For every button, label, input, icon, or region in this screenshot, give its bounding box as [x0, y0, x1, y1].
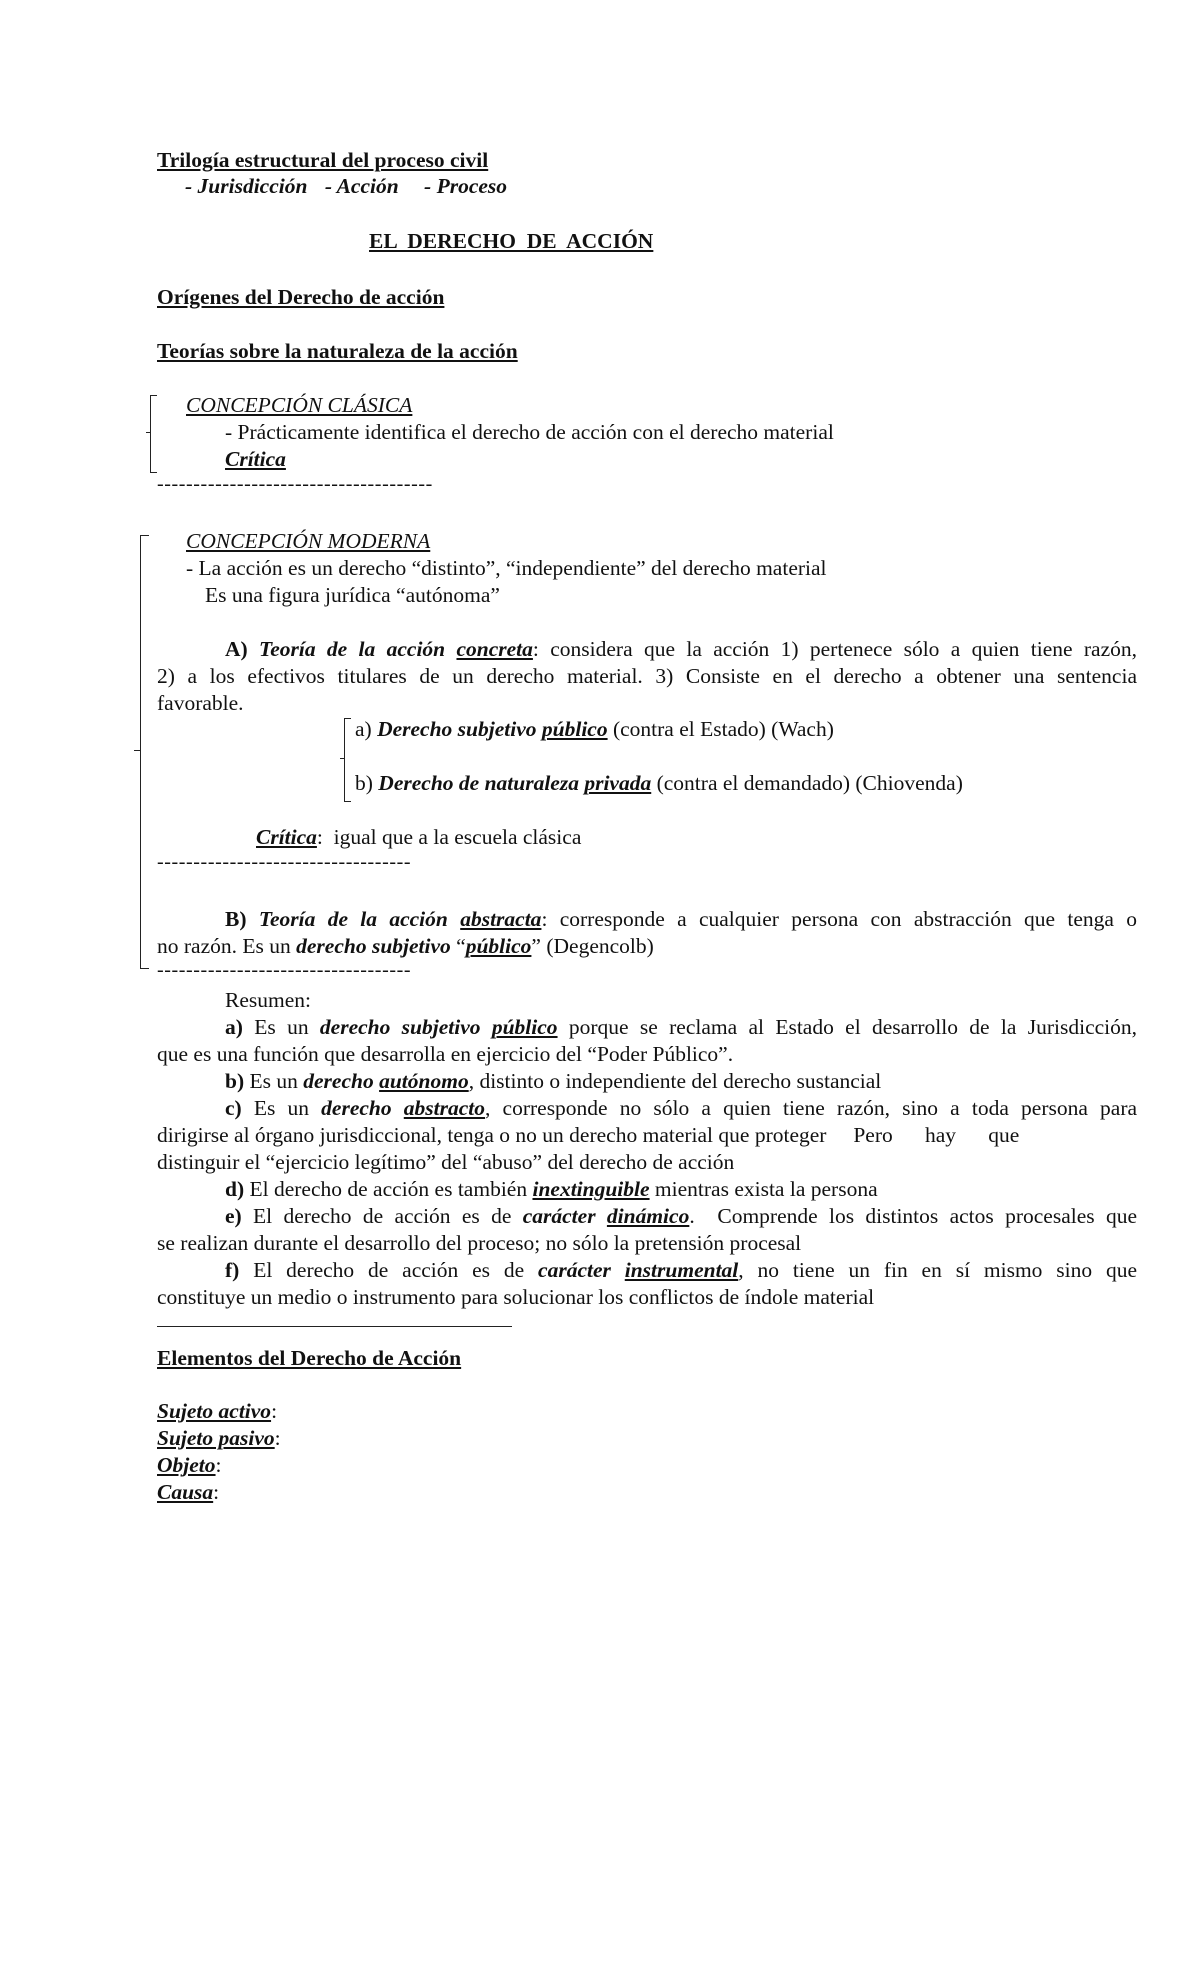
teoria-concreta-line-3: favorable.: [157, 691, 244, 715]
resumen-a-pre: Es un: [254, 1015, 309, 1039]
sub-a-label: a): [355, 717, 372, 741]
elemento-sujeto-pasivo: [157, 1425, 281, 1451]
resumen-f-pre: El derecho de acción es de: [253, 1258, 525, 1282]
resumen-a-rest: porque se reclama al Estado el desarrollo de la Jurisdicción,: [568, 1015, 1138, 1039]
elemento-causa-colon: :: [213, 1480, 220, 1504]
teoria-a-text-1: : considera que la acción 1) pertenece sólo a quien tiene razón,: [532, 637, 1138, 661]
clasica-separator: --------------------------------------: [157, 473, 433, 495]
resumen-e-dinamico: dinámico: [606, 1204, 690, 1228]
resumen-f-label: f): [225, 1258, 240, 1282]
moderna-bracket-tick: [134, 750, 141, 751]
resumen-e-rest: . Comprende los distintos actos procesales que: [689, 1204, 1138, 1228]
trilogy-item-jurisdiccion: - Jurisdicción: [185, 174, 308, 198]
resumen-e-label: e): [225, 1204, 242, 1228]
clasica-critica: Crítica: [225, 447, 286, 471]
resumen-b-derecho: derecho: [303, 1069, 374, 1093]
resumen-separator: -----------------------------------: [157, 959, 412, 981]
sub-b-title: Derecho de naturaleza: [378, 771, 579, 795]
elemento-causa-label: Causa: [157, 1480, 214, 1504]
teoria-a-concreta: concreta: [456, 637, 533, 661]
resumen-e-caracter: carácter: [522, 1204, 596, 1228]
sub-item-b: [355, 770, 963, 796]
elementos-title: Elementos del Derecho de Acción: [157, 1346, 462, 1370]
resumen-d-pre: El derecho de acción es también: [249, 1177, 528, 1201]
resumen-d-label: d): [225, 1177, 245, 1201]
sub-b-label: b): [355, 771, 373, 795]
resumen-b-autonomo: autónomo: [379, 1069, 469, 1093]
resumen-a-line-2: que es una función que desarrolla en ejercicio del “Poder Público”.: [157, 1042, 734, 1066]
resumen-c-abstracto: abstracto: [403, 1096, 486, 1120]
trilogy-item-accion: - Acción: [324, 174, 399, 198]
moderna-critica-text: : igual que a la escuela clásica: [316, 825, 582, 849]
resumen-a-publico: público: [491, 1015, 558, 1039]
section-teorias: Teorías sobre la naturaleza de la acción: [157, 339, 518, 363]
sub-a-rest: (contra el Estado) (Wach): [612, 717, 834, 741]
resumen-b-label: b): [225, 1069, 245, 1093]
resumen-f-line-1: [157, 1257, 1137, 1283]
resumen-c-pre: Es un: [253, 1096, 310, 1120]
moderna-title: CONCEPCIÓN MODERNA: [186, 529, 431, 553]
teoria-b-text-1: : corresponde a cualquier persona con abstracción que tenga o: [541, 907, 1138, 931]
resumen-a-derecho: derecho subjetivo: [319, 1015, 481, 1039]
resumen-d-line: [225, 1176, 878, 1202]
resumen-c-line-2: dirigirse al órgano jurisdiccional, tenga o no un derecho material que proteger Pero hay que: [157, 1123, 1020, 1147]
teoria-a-label: A): [225, 637, 248, 661]
section-origenes: Orígenes del Derecho de acción: [157, 285, 445, 309]
sub-a-title: Derecho subjetivo: [377, 717, 537, 741]
main-title: EL DERECHO DE ACCIÓN: [369, 229, 654, 253]
teoria-b-derecho: derecho subjetivo: [296, 934, 451, 958]
clasica-bracket: [150, 395, 157, 473]
resumen-b-pre: Es un: [249, 1069, 298, 1093]
document-heading: Trilogía estructural del proceso civil: [157, 148, 489, 172]
resumen-d-rest: mientras exista la persona: [654, 1177, 878, 1201]
sub-item-a: [355, 716, 834, 742]
elemento-sujeto-pasivo-label: Sujeto pasivo: [157, 1426, 275, 1450]
sub-bracket-tick: [340, 758, 345, 759]
teoria-b-text-2d: ” (Degencolb): [531, 934, 654, 958]
resumen-f-instrumental: instrumental: [624, 1258, 739, 1282]
teoria-b-quote-open: “: [456, 934, 466, 958]
moderna-description-1: - La acción es un derecho “distinto”, “independiente” del derecho material: [186, 556, 827, 580]
sub-a-publico: público: [541, 717, 608, 741]
moderna-bracket: [140, 535, 149, 969]
elemento-objeto-colon: :: [215, 1453, 222, 1477]
resumen-c-label: c): [225, 1096, 242, 1120]
trilogy-item-proceso: - Proceso: [424, 174, 508, 198]
sub-b-privada: privada: [584, 771, 652, 795]
clasica-title: CONCEPCIÓN CLÁSICA: [186, 393, 413, 417]
teoria-b-publico: público: [465, 934, 532, 958]
teoria-concreta-line-2: 2) a los efectivos titulares de un derecho material. 3) Consiste en el derecho a obtener una sentencia: [157, 664, 1137, 688]
clasica-bracket-tick: [146, 432, 151, 433]
resumen-e-line-1: [157, 1203, 1137, 1229]
elementos-rule: [157, 1326, 512, 1327]
resumen-c-rest: , corresponde no sólo a quien tiene razón, sino a toda persona para: [485, 1096, 1138, 1120]
resumen-a-label: a): [225, 1015, 243, 1039]
moderna-critica-label: Crítica: [256, 825, 317, 849]
moderna-separator: -----------------------------------: [157, 851, 412, 873]
teoria-b-label: B): [225, 907, 247, 931]
resumen-e-pre: El derecho de acción es de: [253, 1204, 512, 1228]
teoria-b-abstracta: abstracta: [460, 907, 542, 931]
elemento-objeto-label: Objeto: [157, 1453, 216, 1477]
teoria-abstracta-line-2: [157, 933, 654, 959]
resumen-c-line-3: distinguir el “ejercicio legítimo” del “abuso” del derecho de acción: [157, 1150, 735, 1174]
trilogy-list: [185, 173, 507, 199]
resumen-f-line-2: constituye un medio o instrumento para solucionar los conflictos de índole material: [157, 1285, 875, 1309]
elemento-causa: [157, 1479, 219, 1505]
teoria-abstracta-line-1: [157, 906, 1137, 932]
elemento-objeto: [157, 1452, 222, 1478]
teoria-a-title: Teoría de la acción: [259, 637, 446, 661]
elemento-sujeto-pasivo-colon: :: [274, 1426, 281, 1450]
resumen-f-caracter: carácter: [538, 1258, 611, 1282]
teoria-b-text-2a: no razón. Es un: [157, 934, 291, 958]
resumen-c-line-1: [157, 1095, 1137, 1121]
resumen-title: Resumen:: [225, 988, 311, 1012]
elemento-sujeto-activo-label: Sujeto activo: [157, 1399, 272, 1423]
elemento-sujeto-activo: [157, 1398, 277, 1424]
moderna-description-2: Es una figura jurídica “autónoma”: [205, 583, 500, 607]
teoria-b-title: Teoría de la acción: [258, 907, 448, 931]
resumen-e-line-2: se realizan durante el desarrollo del proceso; no sólo la pretensión procesal: [157, 1231, 802, 1255]
resumen-f-rest: , no tiene un fin en sí mismo sino que: [738, 1258, 1138, 1282]
teoria-concreta-line-1: [157, 636, 1137, 662]
resumen-b-rest: , distinto o independiente del derecho sustancial: [468, 1069, 882, 1093]
elemento-sujeto-activo-colon: :: [271, 1399, 278, 1423]
moderna-critica: [256, 824, 581, 850]
clasica-description: - Prácticamente identifica el derecho de acción con el derecho material: [225, 420, 834, 444]
resumen-b-line: [225, 1068, 881, 1094]
sub-bracket: [344, 718, 351, 802]
resumen-a-line-1: [157, 1014, 1137, 1040]
sub-b-rest: (contra el demandado) (Chiovenda): [656, 771, 963, 795]
resumen-d-inextinguible: inextinguible: [532, 1177, 650, 1201]
resumen-c-derecho: derecho: [321, 1096, 392, 1120]
